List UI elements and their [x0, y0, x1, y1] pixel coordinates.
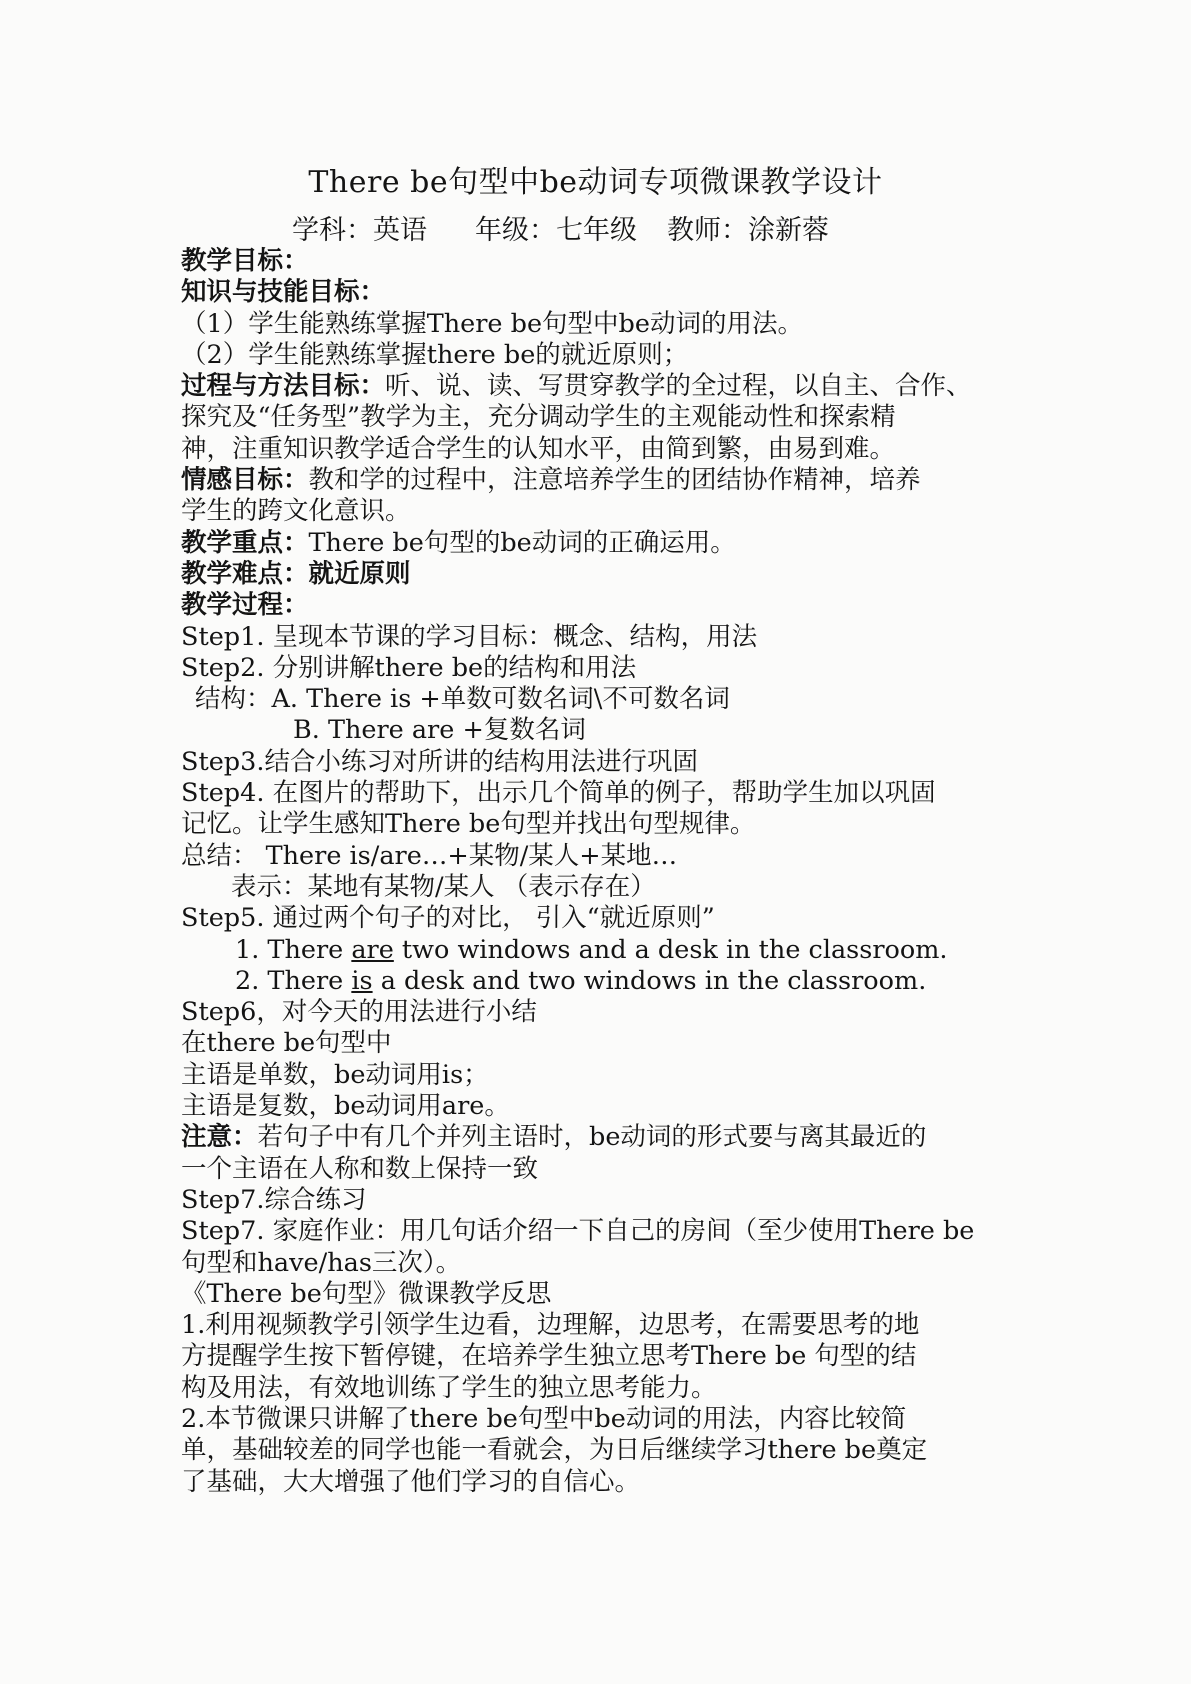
difficulty-text: 就近原则	[308, 558, 411, 589]
reflection-1-cont: 方提醒学生按下暂停键，在培养学生独立思考There be 句型的结	[181, 1341, 917, 1372]
reflection-2-cont: 单，基础较差的同学也能一看就会，为日后继续学习there be奠定	[181, 1435, 928, 1466]
example-text: two windows and a desk in the classroom.	[393, 934, 948, 965]
knowledge-item: （1）学生能熟练掌握There be句型中be动词的用法。	[181, 308, 803, 339]
document-title: There be句型中be动词专项微课教学设计	[308, 165, 883, 200]
emotion-label: 情感目标：	[181, 465, 309, 496]
key-point	[181, 528, 1011, 559]
example-2	[181, 966, 1011, 997]
step-2: Step2. 分别讲解there be的结构和用法	[181, 652, 637, 683]
emotion-text: 教和学的过程中，注意培养学生的团结协作精神，培养	[308, 465, 921, 496]
key-text: There be句型的be动词的正确运用。	[308, 527, 736, 558]
rule-line: 在there be句型中	[181, 1028, 392, 1059]
example-verb: are	[351, 934, 394, 965]
example-text: a desk and two windows in the classroom.	[372, 965, 927, 996]
step-4-cont: 记忆。让学生感知There be句型并找出句型规律。	[181, 809, 756, 840]
example-1	[181, 935, 1011, 966]
note-line	[181, 1122, 1011, 1153]
knowledge-item: （2）学生能熟练掌握there be的就近原则；	[181, 339, 689, 370]
example-text: 2. There	[235, 965, 352, 996]
steps-heading: 教学过程：	[181, 590, 309, 621]
emotion-goal	[181, 465, 1011, 496]
goals-heading: 教学目标：	[181, 246, 309, 276]
note-label: 注意：	[181, 1122, 258, 1153]
step-5: Step5. 通过两个句子的对比， 引入“就近原则”	[181, 903, 715, 934]
process-text: 听、说、读、写贯穿教学的全过程，以自主、合作、	[385, 371, 972, 402]
summary-line: 总结： There is/are…+某物/某人+某地…	[181, 840, 678, 871]
step-7-homework-cont: 句型和have/has三次）。	[181, 1247, 462, 1278]
reflection-2-cont: 了基础，大大增强了他们学习的自信心。	[181, 1466, 641, 1497]
teacher-label: 教师：涂新蓉	[667, 215, 829, 246]
step-7-homework: Step7. 家庭作业：用几句话介绍一下自己的房间（至少使用There be	[181, 1216, 975, 1247]
note-text: 若句子中有几个并列主语时，be动词的形式要与离其最近的	[257, 1122, 927, 1153]
reflection-heading: 《There be句型》微课教学反思	[181, 1278, 552, 1309]
reflection-1: 1.利用视频教学引领学生边看，边理解，边思考，在需要思考的地	[181, 1310, 920, 1341]
step-4: Step4. 在图片的帮助下，出示几个简单的例子，帮助学生加以巩固	[181, 778, 936, 809]
rule-line: 主语是单数，be动词用is；	[181, 1059, 489, 1090]
structure-b: B. There are +复数名词	[293, 715, 586, 746]
note-text: 一个主语在人称和数上保持一致	[181, 1153, 539, 1184]
step-6: Step6，对今天的用法进行小结	[181, 997, 537, 1028]
key-label: 教学重点：	[181, 527, 309, 558]
process-text: 探究及“任务型”教学为主，充分调动学生的主观能动性和探索精	[181, 402, 896, 433]
subject-label: 学科：英语	[292, 215, 427, 246]
process-text: 神，注重知识教学适合学生的认知水平，由简到繁，由易到难。	[181, 433, 896, 464]
structure-a: 结构：A. There is +单数可数名词\不可数名词	[195, 684, 730, 715]
document-subtitle	[292, 213, 829, 249]
example-verb: is	[351, 965, 373, 996]
process-label: 过程与方法目标：	[181, 371, 386, 402]
step-7: Step7.综合练习	[181, 1184, 367, 1215]
reflection-1-cont: 构及用法，有效地训练了学生的独立思考能力。	[181, 1372, 717, 1403]
reflection-2: 2.本节微课只讲解了there be句型中be动词的用法，内容比较简	[181, 1403, 907, 1434]
step-3: Step3.结合小练习对所讲的结构用法进行巩固	[181, 746, 698, 777]
process-goal	[181, 371, 1011, 402]
emotion-text: 学生的跨文化意识。	[181, 496, 411, 527]
rule-line: 主语是复数，be动词用are。	[181, 1091, 510, 1122]
grade-label: 年级：七年级	[475, 215, 637, 246]
difficulty-label: 教学难点：	[181, 558, 309, 589]
knowledge-heading: 知识与技能目标：	[181, 277, 386, 308]
document-body	[181, 246, 1011, 1498]
difficulty-point	[181, 559, 1011, 590]
step-1: Step1. 呈现本节课的学习目标：概念、结构，用法	[181, 621, 758, 652]
example-text: 1. There	[235, 934, 352, 965]
meaning-line: 表示：某地有某物/某人 （表示存在）	[231, 871, 656, 902]
